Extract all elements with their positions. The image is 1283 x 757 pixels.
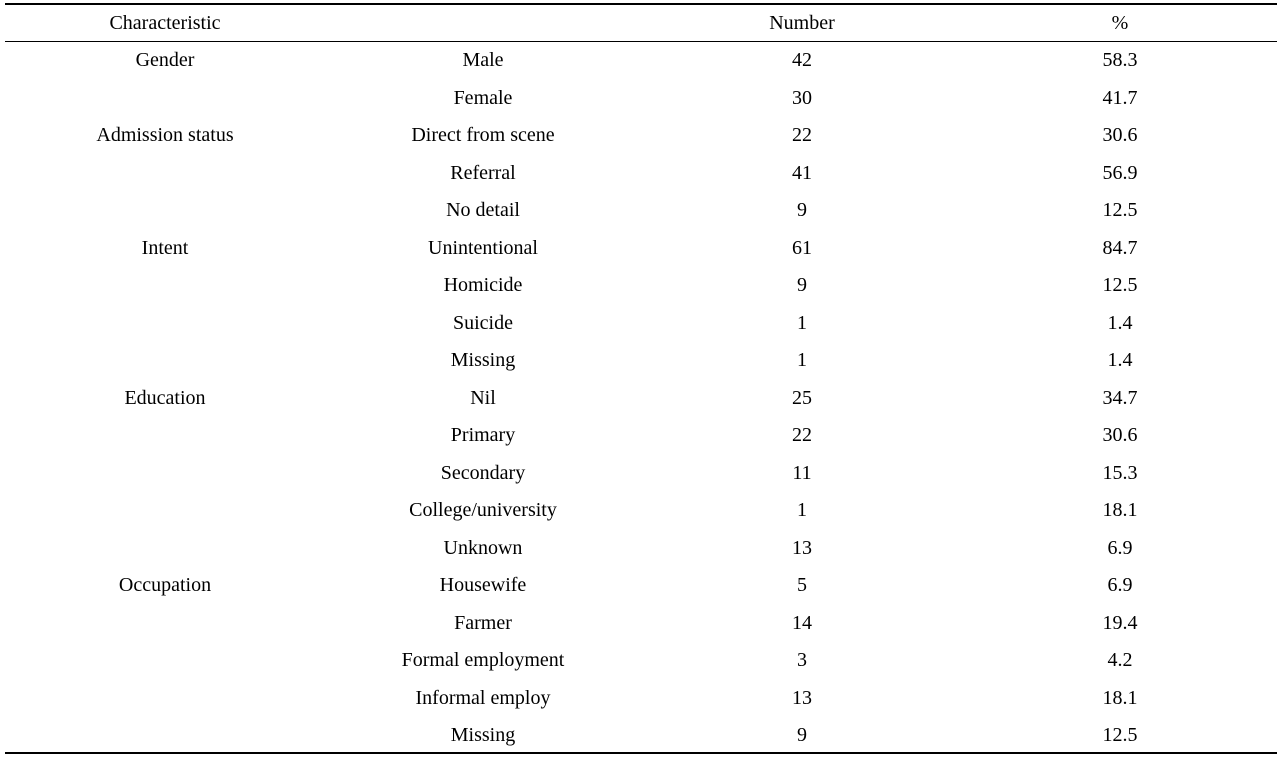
table-row [0, 605, 1283, 643]
cell-category: Nil [470, 386, 496, 409]
table-row [0, 342, 1283, 380]
table-row [0, 680, 1283, 718]
cell-number: 25 [792, 386, 812, 409]
cell-percent: 15.3 [1102, 461, 1138, 484]
cell-percent: 12.5 [1102, 724, 1138, 747]
cell-number: 9 [797, 199, 807, 222]
cell-percent: 1.4 [1107, 349, 1133, 372]
cell-characteristic: Admission status [96, 124, 234, 147]
table-bottom-rule [5, 752, 1277, 754]
cell-percent: 56.9 [1102, 161, 1138, 184]
table-row [0, 492, 1283, 530]
cell-number: 9 [797, 274, 807, 297]
cell-percent: 12.5 [1102, 274, 1138, 297]
table-header-row [0, 7, 1283, 39]
cell-characteristic [65, 155, 265, 193]
cell-category: Housewife [439, 574, 527, 597]
cell-category: Unintentional [428, 236, 538, 259]
table-row [0, 80, 1283, 118]
header-percent: % [1111, 11, 1129, 34]
table-row [0, 117, 1283, 155]
cell-characteristic [65, 455, 265, 493]
table-top-rule [5, 3, 1277, 5]
cell-category: College/university [409, 499, 557, 522]
table-row [0, 567, 1283, 605]
cell-percent: 84.7 [1102, 236, 1138, 259]
cell-category: Farmer [454, 611, 512, 634]
header-number: Number [769, 11, 835, 34]
cell-characteristic [65, 417, 265, 455]
cell-percent: 4.2 [1107, 649, 1133, 672]
header-characteristic: Characteristic [109, 11, 221, 34]
cell-characteristic: Occupation [118, 574, 212, 597]
cell-characteristic [65, 305, 265, 343]
table-row [0, 417, 1283, 455]
table-row [0, 42, 1283, 80]
cell-number: 11 [792, 461, 812, 484]
table-row [0, 192, 1283, 230]
cell-percent: 6.9 [1107, 574, 1133, 597]
cell-category: Male [462, 49, 504, 72]
cell-category: Direct from scene [411, 124, 555, 147]
cell-characteristic [65, 80, 265, 118]
cell-category: Secondary [440, 461, 526, 484]
cell-percent: 58.3 [1102, 49, 1138, 72]
cell-number: 22 [792, 124, 812, 147]
cell-percent: 19.4 [1102, 611, 1138, 634]
cell-percent: 6.9 [1107, 536, 1133, 559]
cell-percent: 30.6 [1102, 124, 1138, 147]
table-row [0, 230, 1283, 268]
cell-number: 41 [792, 161, 812, 184]
cell-number: 13 [792, 686, 812, 709]
cell-category: Informal employ [415, 686, 551, 709]
cell-category: Primary [450, 424, 516, 447]
cell-characteristic [65, 717, 265, 755]
cell-number: 30 [792, 86, 812, 109]
cell-category: Unknown [443, 536, 523, 559]
cell-characteristic [65, 192, 265, 230]
table-row [0, 305, 1283, 343]
cell-category: Homicide [443, 274, 523, 297]
cell-category: Missing [450, 349, 516, 372]
cell-characteristic [65, 267, 265, 305]
cell-category: No detail [446, 199, 520, 222]
cell-characteristic [65, 642, 265, 680]
table-row [0, 642, 1283, 680]
cell-number: 42 [792, 49, 812, 72]
cell-number: 22 [792, 424, 812, 447]
cell-number: 5 [797, 574, 807, 597]
cell-percent: 18.1 [1102, 686, 1138, 709]
cell-percent: 1.4 [1107, 311, 1133, 334]
cell-category: Female [453, 86, 513, 109]
cell-number: 1 [797, 311, 807, 334]
cell-percent: 18.1 [1102, 499, 1138, 522]
cell-category: Formal employment [401, 649, 565, 672]
cell-percent: 12.5 [1102, 199, 1138, 222]
cell-percent: 34.7 [1102, 386, 1138, 409]
table-row [0, 530, 1283, 568]
table-row [0, 455, 1283, 493]
cell-characteristic [65, 680, 265, 718]
cell-characteristic [65, 492, 265, 530]
cell-characteristic: Intent [141, 236, 189, 259]
cell-category: Referral [450, 161, 516, 184]
table-row [0, 155, 1283, 193]
cell-number: 1 [797, 499, 807, 522]
cell-number: 3 [797, 649, 807, 672]
cell-percent: 41.7 [1102, 86, 1138, 109]
cell-characteristic [65, 530, 265, 568]
cell-number: 13 [792, 536, 812, 559]
cell-characteristic: Gender [135, 49, 195, 72]
table-row [0, 717, 1283, 755]
table-row [0, 380, 1283, 418]
cell-characteristic [65, 342, 265, 380]
cell-category: Suicide [453, 311, 513, 334]
cell-number: 14 [792, 611, 812, 634]
table-row [0, 267, 1283, 305]
cell-number: 61 [792, 236, 812, 259]
cell-number: 9 [797, 724, 807, 747]
cell-percent: 30.6 [1102, 424, 1138, 447]
cell-characteristic [65, 605, 265, 643]
cell-category: Missing [450, 724, 516, 747]
cell-characteristic: Education [124, 386, 206, 409]
cell-number: 1 [797, 349, 807, 372]
